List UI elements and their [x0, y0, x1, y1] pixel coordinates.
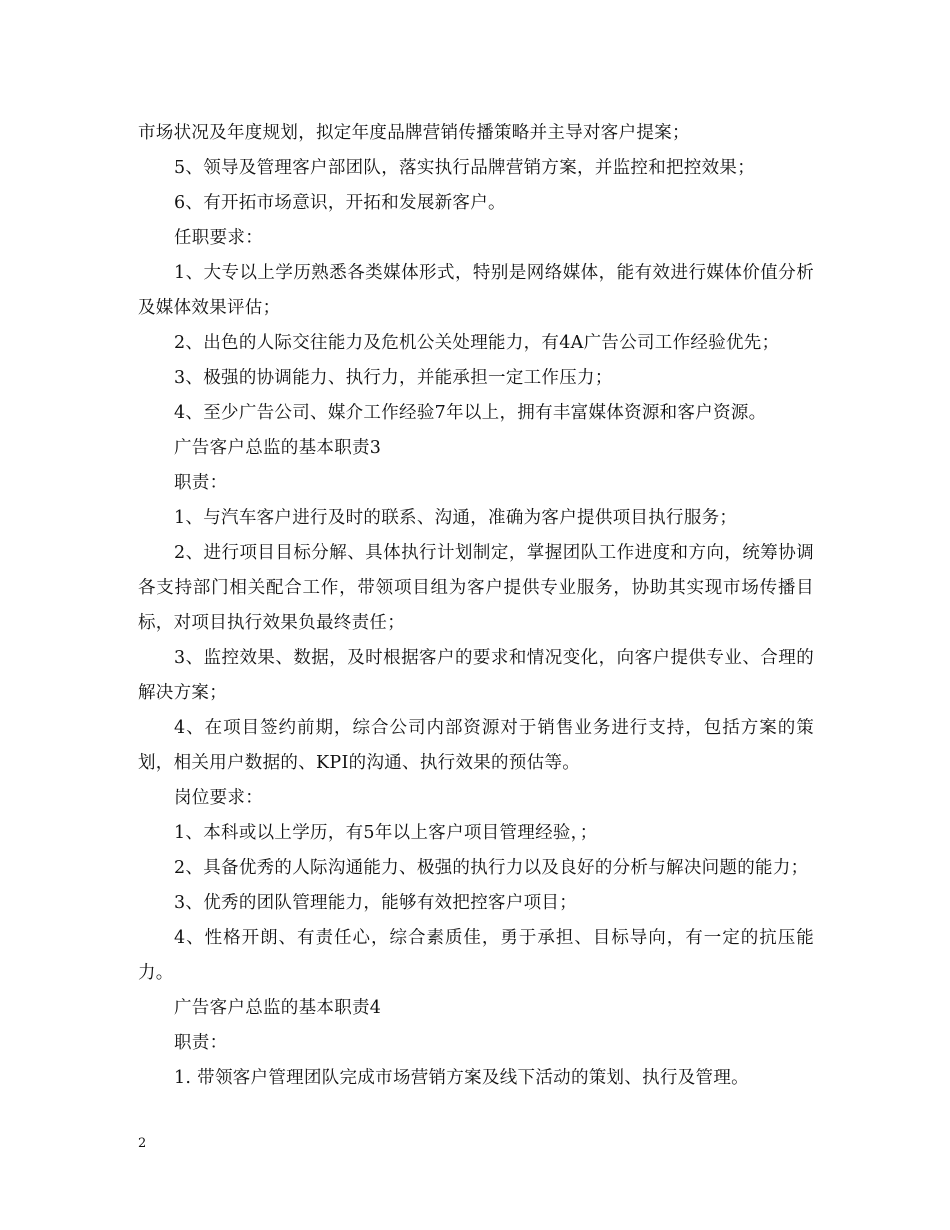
paragraph: 市场状况及年度规划，拟定年度品牌营销传播策略并主导对客户提案；	[138, 123, 690, 143]
section-title: 广告客户总监的基本职责3	[174, 438, 382, 458]
paragraph: 3、监控效果、数据，及时根据客户的要求和情况变化，向客户提供专业、合理的解决方案；	[138, 648, 814, 703]
paragraph: 1. 带领客户管理团队完成市场营销方案及线下活动的策划、执行及管理。	[174, 1068, 749, 1088]
section-heading: 职责：	[174, 473, 228, 493]
paragraph: 4、在项目签约前期，综合公司内部资源对于销售业务进行支持，包括方案的策划，相关用户数据的、KPI的沟通、执行效果的预估等。	[138, 718, 814, 773]
section-heading: 任职要求：	[174, 228, 263, 248]
section-heading: 职责：	[174, 1033, 228, 1053]
paragraph: 1、大专以上学历熟悉各类媒体形式，特别是网络媒体，能有效进行媒体价值分析及媒体效果评估；	[138, 263, 814, 318]
paragraph: 2、出色的人际交往能力及危机公关处理能力，有4A广告公司工作经验优先；	[174, 333, 780, 353]
paragraph: 3、优秀的团队管理能力，能够有效把控客户项目；	[174, 893, 578, 913]
paragraph: 5、领导及管理客户部团队，落实执行品牌营销方案，并监控和把控效果；	[174, 158, 756, 178]
paragraph: 1、与汽车客户进行及时的联系、沟通，准确为客户提供项目执行服务；	[174, 508, 738, 528]
paragraph: 6、有开拓市场意识，开拓和发展新客户。	[174, 193, 506, 213]
document-body	[138, 116, 814, 1096]
paragraph: 2、进行项目目标分解、具体执行计划制定，掌握团队工作进度和方向，统筹协调各支持部门相关配合工作，带领项目组为客户提供专业服务，协助其实现市场传播目标，对项目执行效果负最终责任；	[138, 543, 814, 633]
paragraph: 3、极强的协调能力、执行力，并能承担一定工作压力；	[174, 368, 613, 388]
section-heading: 岗位要求：	[174, 788, 263, 808]
paragraph: 2、具备优秀的人际沟通能力、极强的执行力以及良好的分析与解决问题的能力；	[174, 858, 809, 878]
section-title: 广告客户总监的基本职责4	[174, 998, 382, 1018]
paragraph: 1、本科或以上学历，有5年以上客户项目管理经验，；	[174, 823, 598, 843]
paragraph: 4、至少广告公司、媒介工作经验7年以上，拥有丰富媒体资源和客户资源。	[174, 403, 767, 423]
paragraph: 4、性格开朗、有责任心，综合素质佳，勇于承担、目标导向，有一定的抗压能力。	[138, 928, 814, 983]
page-number: 2	[138, 1136, 147, 1151]
